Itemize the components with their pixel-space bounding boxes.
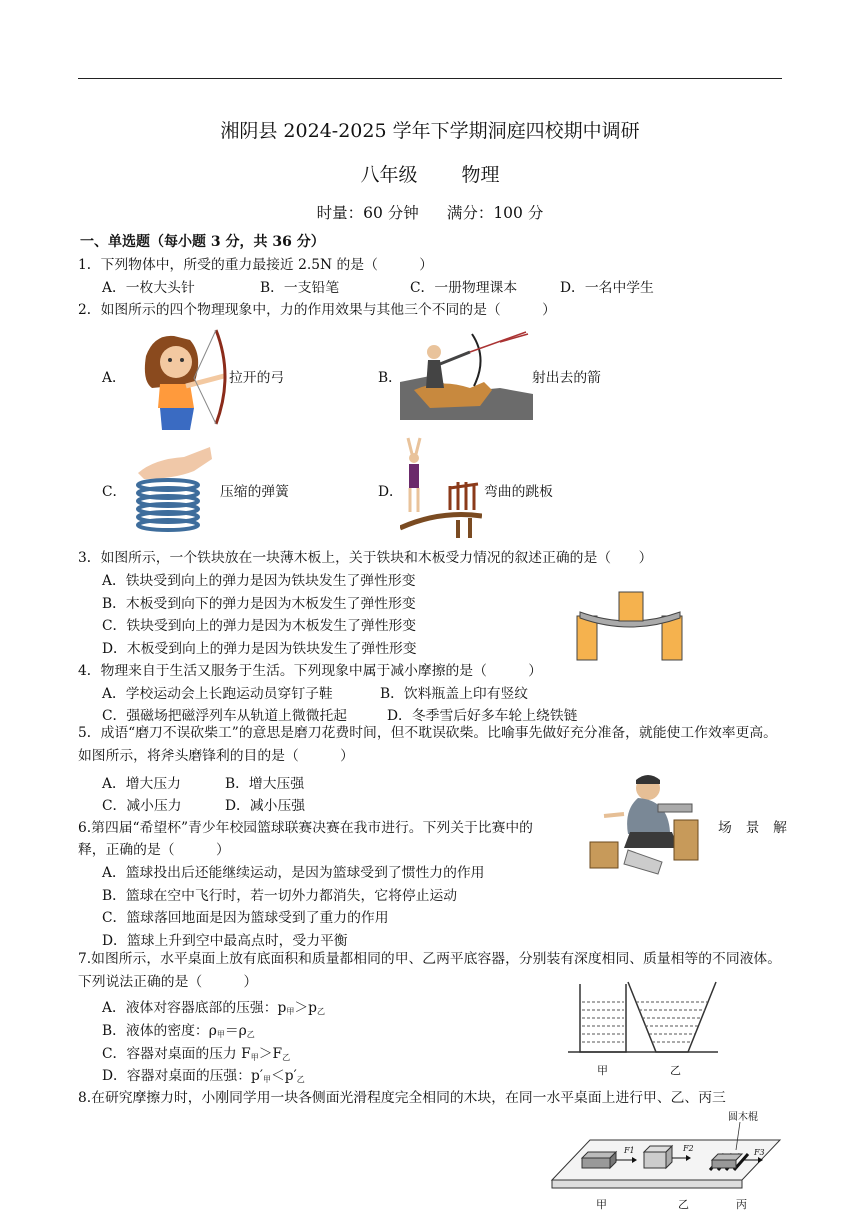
q7-option-c-rel: ＞F	[258, 1046, 283, 1062]
q7-option-b-sub1: 甲	[216, 1030, 225, 1039]
grade-subject	[0, 160, 860, 187]
q1-option-a: A．一枚大头针	[102, 280, 195, 296]
sharpening-axe-image	[588, 770, 700, 882]
q7-option-a-sub2: 乙	[317, 1007, 325, 1016]
container-label-jia: 甲	[597, 1064, 608, 1077]
q7-option-c-sub2: 乙	[282, 1053, 291, 1062]
q2-letter-c: C．	[102, 484, 127, 500]
question-7-stem: 7.如图所示，水平桌面上放有底面积和质量都相同的甲、乙两平底容器，分别装有深度相同、质量相等的不同液体。下列说法正确的是（ ）	[78, 951, 782, 990]
question-6-stem-part3: 释，正确的是（ ）	[78, 842, 230, 858]
question-1-stem: 1．下列物体中，所受的重力最接近 2.5N 的是（ ）	[78, 257, 434, 273]
compressed-spring-image	[124, 445, 214, 533]
force-label-f1: F1	[624, 1146, 635, 1155]
q7-option-d	[102, 1064, 305, 1085]
q7-option-d-sub2: 乙	[296, 1075, 305, 1084]
q7-option-a-sub1: 甲	[286, 1007, 295, 1016]
q7-option-b-text: B．液体的密度：ρ	[102, 1023, 217, 1039]
question-5-stem: 5．成语“磨刀不误砍柴工”的意思是磨刀花费时间，但不耽误砍柴。比喻事先做好充分准备，就能使工作效率更高。如图所示，将斧头磨锋利的目的是（ ）	[78, 725, 777, 764]
question-3-stem: 3．如图所示，一个铁块放在一块薄木板上，关于铁块和木板受力情况的叙述正确的是（ ）	[78, 550, 653, 566]
q1-option-b: B．一支铅笔	[260, 280, 340, 296]
question-4-stem: 4．物理来自于生活又服务于生活。下列现象中属于减小摩擦的是（ ）	[78, 663, 543, 679]
exam-title: 湘阴县 2024-2025 学年下学期洞庭四校期中调研	[220, 120, 640, 142]
q7-option-a	[102, 996, 325, 1017]
q4-option-d: D．冬季雪后好多车轮上绕铁链	[387, 708, 578, 724]
experiment-label-jia: 甲	[596, 1198, 607, 1211]
q5-option-a: A．增大压力	[102, 776, 181, 792]
q7-option-b	[102, 1019, 255, 1040]
q1-option-c: C．一册物理课本	[410, 280, 518, 296]
q7-option-b-rel: ＝ρ	[224, 1023, 247, 1039]
time-limit: 时量：60 分钟	[316, 204, 419, 222]
full-score: 满分：100 分	[446, 204, 544, 222]
round-stick-label: 圆木棍	[728, 1112, 758, 1123]
q7-option-a-text: A．液体对容器底部的压强：p	[102, 1000, 287, 1016]
q3-option-a: A．铁块受到向上的弹力是因为铁块发生了弹性形变	[102, 573, 416, 589]
q2-letter-b: B．	[378, 370, 402, 386]
container-label-yi: 乙	[670, 1064, 681, 1077]
q4-option-c: C．强磁场把磁浮列车从轨道上微微托起	[102, 708, 348, 724]
question-6-stem-part2: 场 景 解	[718, 820, 787, 836]
q6-option-a: A．篮球投出后还能继续运动，是因为篮球受到了惯性力的作用	[102, 865, 485, 881]
q7-option-d-rel: ＜p′	[271, 1068, 297, 1084]
force-label-f3: F3	[754, 1148, 765, 1157]
q4-option-b: B．饮料瓶盖上印有竖纹	[380, 686, 529, 702]
q2-letter-a: A．	[102, 370, 126, 386]
q4-option-a: A．学校运动会上长跑运动员穿钉子鞋	[102, 686, 333, 702]
diving-board-image	[400, 436, 482, 538]
q5-option-d: D．减小压强	[225, 798, 306, 814]
time-score	[0, 201, 860, 223]
q6-option-d: D．篮球上升到空中最高点时，受力平衡	[102, 933, 348, 949]
q5-option-c: C．减小压力	[102, 798, 182, 814]
q2-letter-d: D．	[378, 484, 403, 500]
q6-option-c: C．篮球落回地面是因为篮球受到了重力的作用	[102, 910, 389, 926]
q6-option-b: B．篮球在空中飞行时，若一切外力都消失，它将停止运动	[102, 888, 458, 904]
q2-caption-a: 拉开的弓	[229, 370, 285, 386]
force-label-f2: F2	[683, 1144, 694, 1153]
q3-option-d: D．木板受到向上的弹力是因为铁块发生了弹性形变	[102, 641, 417, 657]
q7-option-c	[102, 1042, 290, 1063]
two-containers-figure	[568, 980, 718, 1076]
horseback-archer-image	[400, 330, 533, 420]
header-rule	[78, 78, 782, 79]
q2-caption-b: 射出去的箭	[532, 370, 601, 386]
question-6-stem-part1: 6.第四届“希望杯”青少年校园篮球联赛决赛在我市进行。下列关于比赛中的	[78, 820, 533, 836]
experiment-label-yi: 乙	[678, 1198, 689, 1211]
q5-option-b: B．增大压强	[225, 776, 305, 792]
subject: 物理	[461, 164, 500, 186]
iron-block-on-board-figure	[576, 590, 684, 662]
section-heading: 一、单选题（每小题 3 分，共 36 分）	[80, 234, 325, 250]
question-8-stem: 8.在研究摩擦力时，小刚同学用一块各侧面光滑程度完全相同的木块，在同一水平桌面上进行甲、乙、丙三	[78, 1090, 726, 1106]
experiment-label-bing: 丙	[736, 1198, 747, 1211]
q1-option-d: D．一名中学生	[560, 280, 654, 296]
q7-option-b-sub2: 乙	[246, 1030, 255, 1039]
q7-option-c-sub1: 甲	[250, 1053, 259, 1062]
q7-option-a-rel: ＞p	[294, 1000, 317, 1016]
q2-caption-c: 压缩的弹簧	[220, 484, 289, 500]
friction-experiment-figure	[550, 1108, 782, 1216]
q7-option-d-text: D．容器对桌面的压强：p′	[102, 1068, 263, 1084]
girl-archer-image	[124, 326, 229, 430]
grade: 八年级	[360, 164, 418, 186]
q2-caption-d: 弯曲的跳板	[484, 484, 553, 500]
q7-option-d-sub1: 甲	[263, 1075, 271, 1084]
q7-option-c-text: C．容器对桌面的压力 F	[102, 1046, 251, 1062]
q3-option-c: C．铁块受到向上的弹力是因为木板发生了弹性形变	[102, 618, 417, 634]
question-2-stem: 2．如图所示的四个物理现象中，力的作用效果与其他三个不同的是（ ）	[78, 302, 556, 318]
q3-option-b: B．木板受到向下的弹力是因为木板发生了弹性形变	[102, 596, 416, 612]
